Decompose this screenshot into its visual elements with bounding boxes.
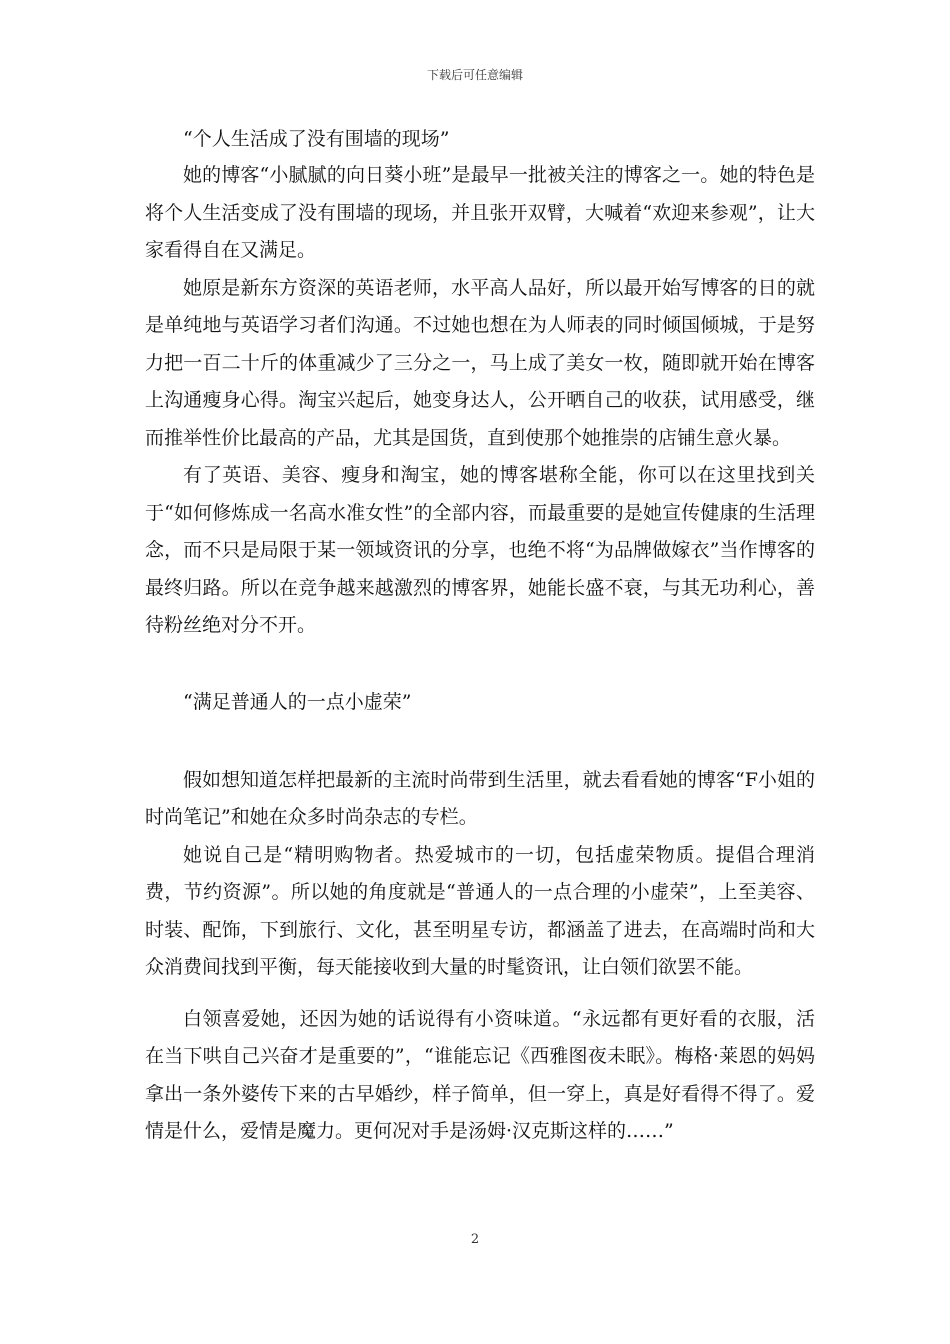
spacer: [145, 987, 815, 1001]
paragraph: 白领喜爱她，还因为她的话说得有小资味道。“永远都有更好看的衣服，活在当下哄自己兴奋才是重要的”，“谁能忘记《西雅图夜未眠》。梅格·莱恩的妈妈拿出一条外婆传下来的古早婚纱，样子简单，但一穿上，真是好看得不得了。爱情是什么，爱情是魔力。更何况对手是汤姆·汉克斯这样的……”: [145, 1007, 815, 1142]
spacer: [145, 645, 815, 685]
paragraph: 她的博客“小腻腻的向日葵小班”是最早一批被关注的博客之一。她的特色是将个人生活变成了没有围墙的现场，并且张开双臂，大喊着“欢迎来参观”，让大家看得自在又满足。: [145, 164, 815, 261]
paragraph: 有了英语、美容、瘦身和淘宝，她的博客堪称全能，你可以在这里找到关于“如何修炼成一名高水准女性”的全部内容，而最重要的是她宣传健康的生活理念，而不只是局限于某一领域资讯的分享，也绝不将“为品牌做嫁衣”当作博客的最终归路。所以在竞争越来越激烈的博客界，她能长盛不衰，与其无功利心，善待粉丝绝对分不开。: [145, 464, 815, 636]
page-header: 下载后可任意编辑: [426, 68, 523, 82]
section-heading: “满足普通人的一点小虚荣”: [183, 690, 412, 713]
paragraph: 她原是新东方资深的英语老师，水平高人品好，所以最开始写博客的日的就是单纯地与英语学习者们沟通。不过她也想在为人师表的同时倾国倾城，于是努力把一百二十斤的体重减少了三分之一，马上成了美女一枚，随即就开始在博客上沟通瘦身心得。淘宝兴起后，她变身达人，公开晒自己的收获，试用感受，继而推举性价比最高的产品，尤其是国货，直到使那个她推崇的店铺生意火暴。: [145, 276, 815, 449]
page-number: 2: [470, 1232, 480, 1247]
document-body: [145, 122, 815, 1151]
section-heading: “个人生活成了没有围墙的现场”: [183, 128, 450, 150]
spacer: [145, 720, 815, 762]
paragraph: 假如想知道怎样把最新的主流时尚带到生活里，就去看看她的博客“F小姐的时尚笔记”和她在众多时尚杂志的专栏。: [145, 768, 815, 828]
paragraph: 她说自己是“精明购物者。热爱城市的一切，包括虚荣物质。提倡合理消费，节约资源”。所以她的角度就是“普通人的一点合理的小虚荣”，上至美容、时装、配饰，下到旅行、文化，甚至明星专访，都涵盖了进去，在高端时尚和大众消费间找到平衡，每天能接收到大量的时髦资讯，让白领们欲罢不能。: [145, 843, 815, 978]
